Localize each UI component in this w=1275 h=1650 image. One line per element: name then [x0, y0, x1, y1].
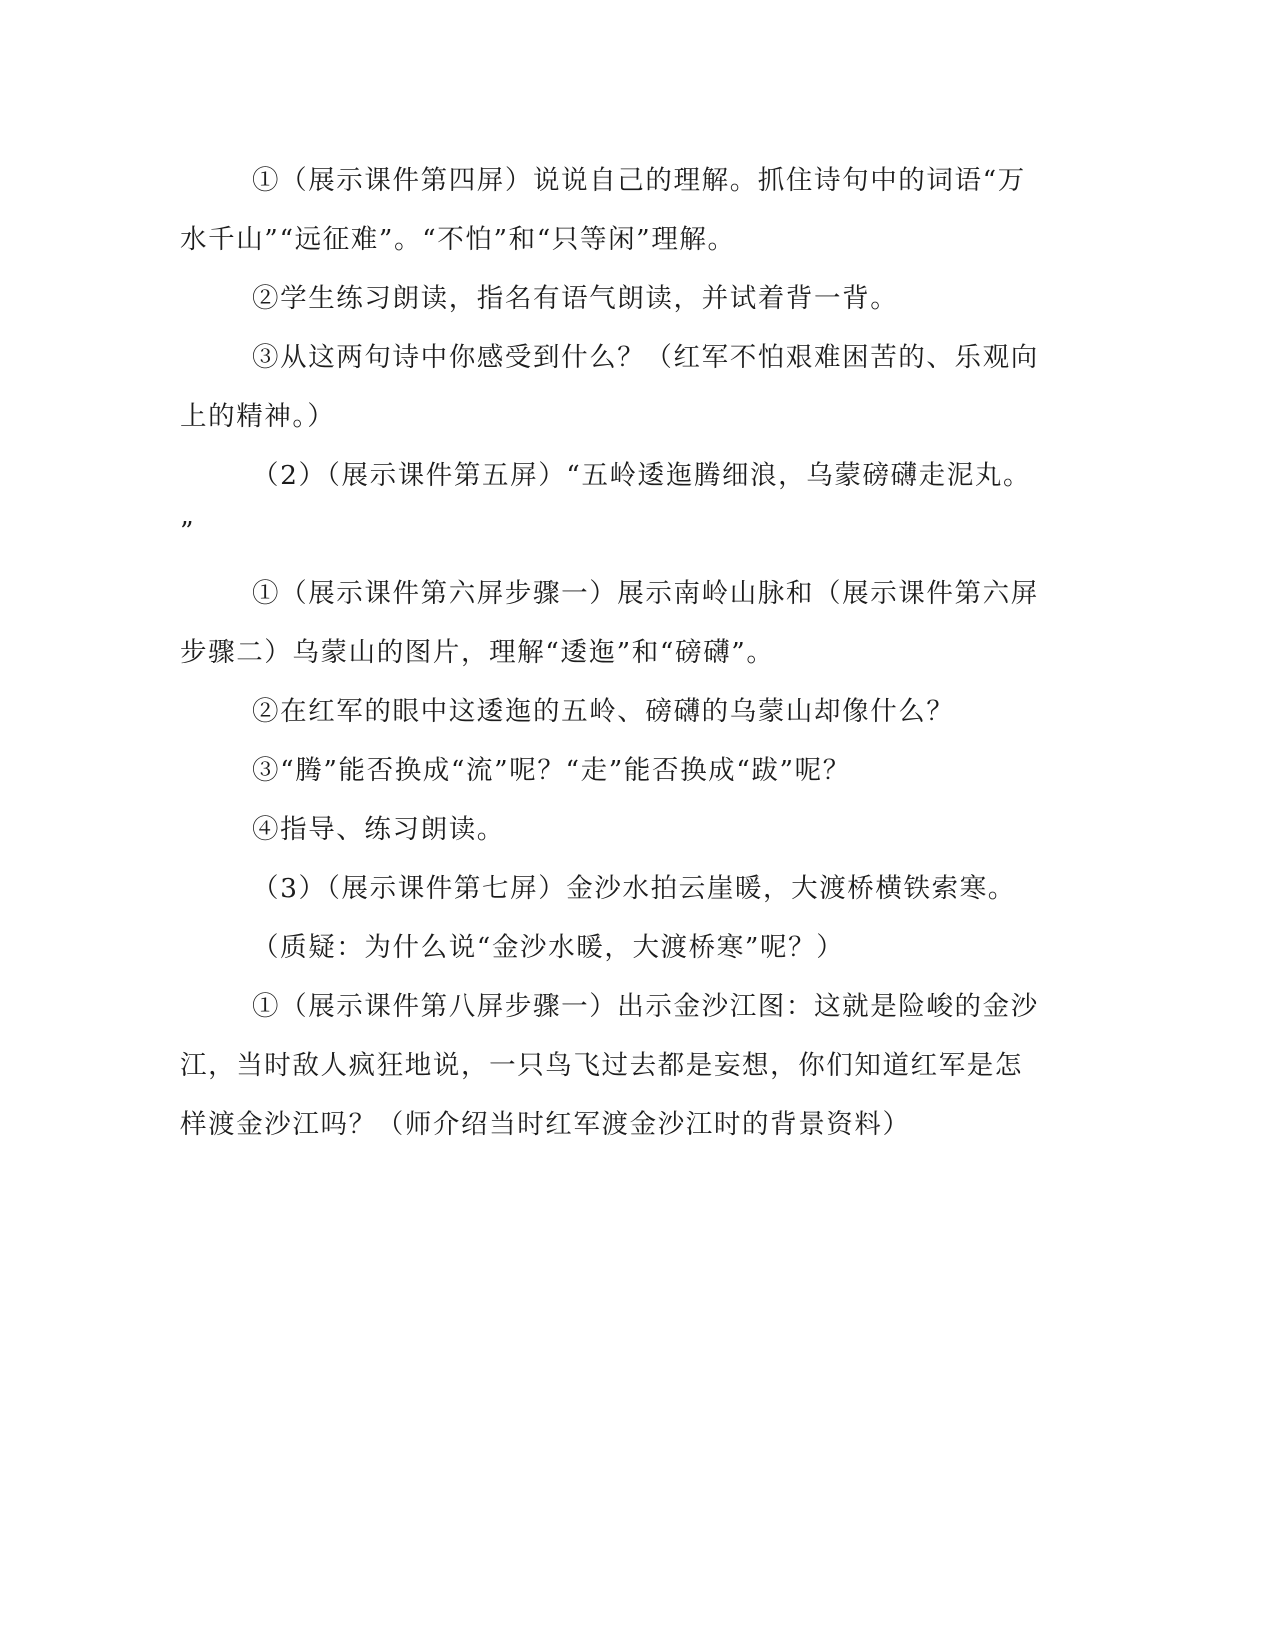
text-line-10: ②在红军的眼中这逶迤的五岭、磅礴的乌蒙山却像什么？: [252, 696, 955, 727]
text-line-7: ”: [180, 516, 196, 547]
text-line-2: 水千山”“远征难”。“不怕”和“只等闲”理解。: [180, 224, 736, 255]
text-line-12: ④指导、练习朗读。: [252, 814, 505, 845]
text-line-15: ①（展示课件第八屏步骤一）出示金沙江图：这就是险峻的金沙: [252, 991, 1039, 1022]
text-line-5: 上的精神。）: [180, 401, 336, 432]
text-line-6: （2）（展示课件第五屏）“五岭逶迤腾细浪，乌蒙磅礴走泥丸。: [252, 460, 1032, 491]
text-line-4: ③从这两句诗中你感受到什么？（红军不怕艰难困苦的、乐观向: [252, 342, 1039, 373]
text-line-8: ①（展示课件第六屏步骤一）展示南岭山脉和（展示课件第六屏: [252, 578, 1039, 609]
text-line-13: （3）（展示课件第七屏）金沙水拍云崖暖，大渡桥横铁索寒。: [252, 873, 1016, 904]
text-line-16: 江，当时敌人疯狂地说，一只鸟飞过去都是妄想，你们知道红军是怎: [180, 1050, 1023, 1081]
text-line-14: （质疑：为什么说“金沙水暖，大渡桥寒”呢？）: [252, 932, 845, 963]
text-line-11: ③“腾”能否换成“流”呢？“走”能否换成“跋”呢？: [252, 755, 851, 786]
text-line-9: 步骤二）乌蒙山的图片，理解“逶迤”和“磅礴”。: [180, 637, 775, 668]
text-line-17: 样渡金沙江吗？（师介绍当时红军渡金沙江时的背景资料）: [180, 1109, 911, 1140]
text-line-3: ②学生练习朗读，指名有语气朗读，并试着背一背。: [252, 283, 899, 314]
text-line-1: ①（展示课件第四屏）说说自己的理解。抓住诗句中的词语“万: [252, 165, 1026, 196]
